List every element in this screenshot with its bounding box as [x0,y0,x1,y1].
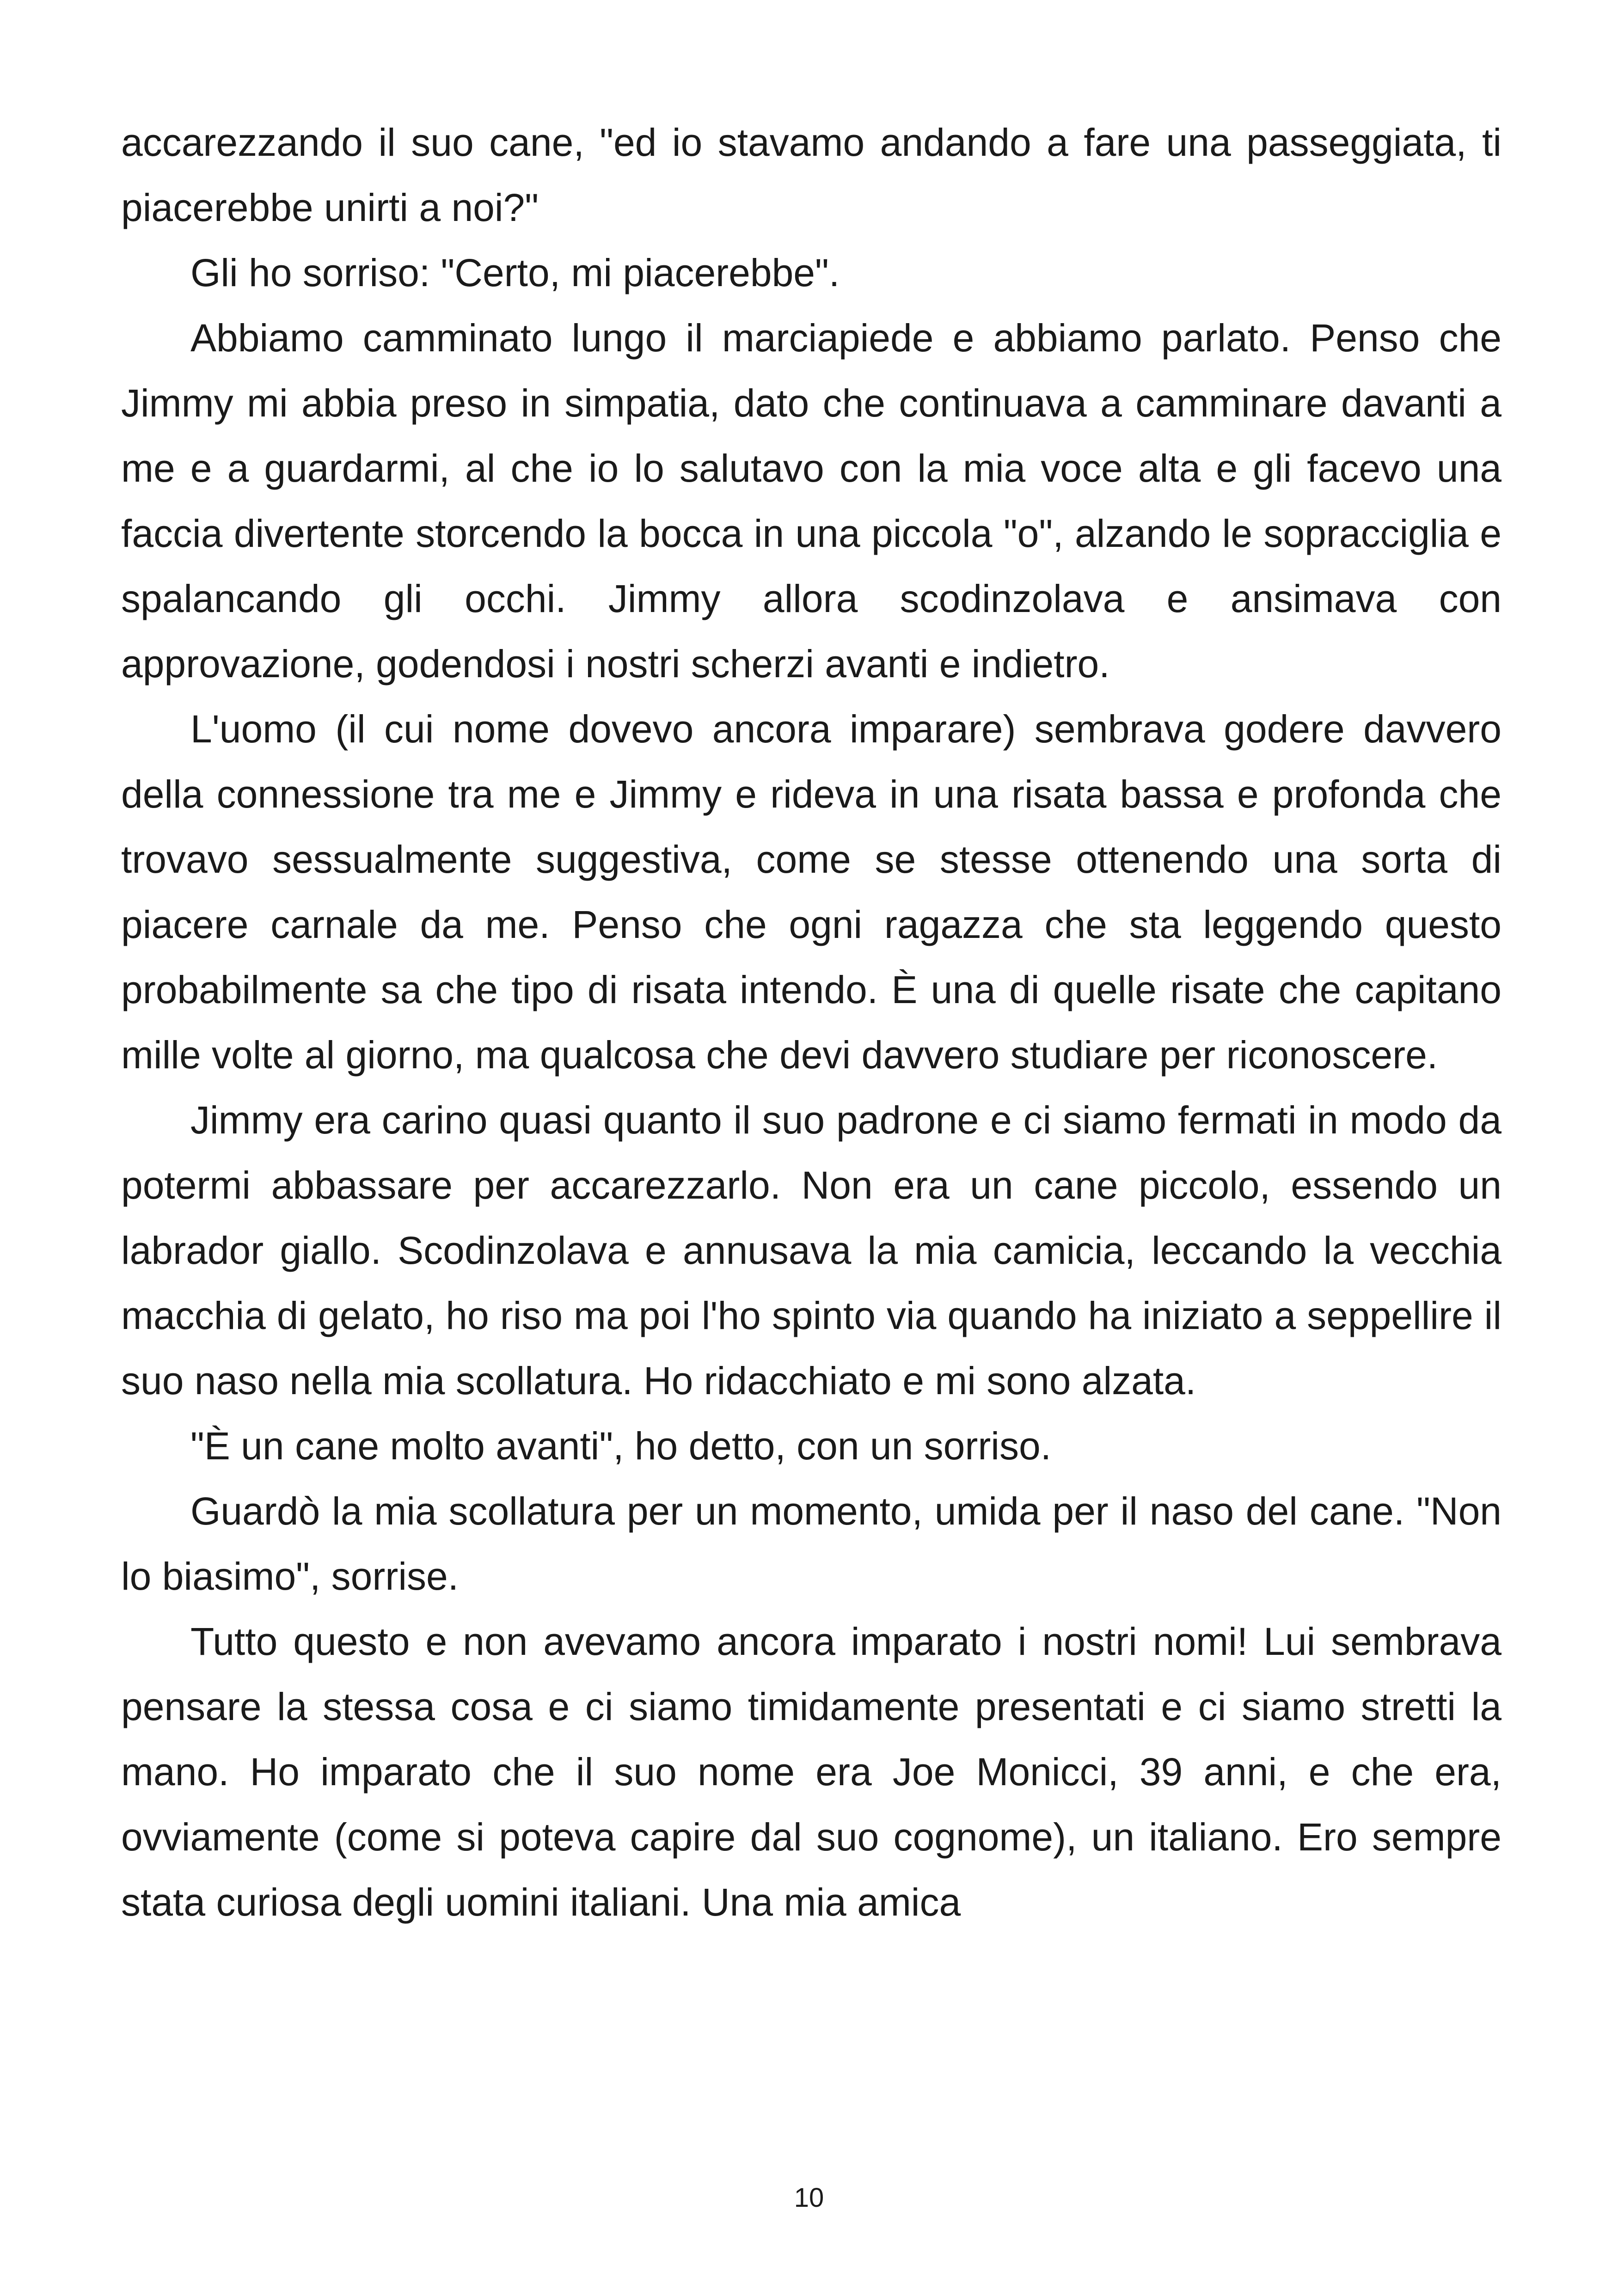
paragraph: Abbiamo camminato lungo il marciapiede e abbiamo parlato. Penso che Jimmy mi abbia preso in simpatia, dato che continuava a camminare davanti a me e a guardarmi, al che io lo salutavo con la mia voce alta e gli facevo una faccia divertente storcendo la bocca in una piccola "o", alzando le sopracciglia e spalancando gli occhi. Jimmy allora scodinzolava e ansimava con approvazione, godendosi i nostri scherzi avanti e indietro. [121,316,1502,686]
paragraph-continued: accarezzando il suo cane, "ed io stavamo andando a fare una passeggiata, ti piacerebbe unirti a noi?" [121,121,1502,229]
paragraph: "È un cane molto avanti", ho detto, con un sorriso. [190,1424,1052,1468]
paragraph: Tutto questo e non avevamo ancora imparato i nostri nomi! Lui sembrava pensare la stessa cosa e ci siamo timidamente presentati e ci siamo stretti la mano. Ho imparato che il suo nome era Joe Monicci, 39 anni, e che era, ovviamente (come si poteva capire dal suo cognome), un italiano. Ero sempre stata curiosa degli uomini italiani. Una mia amica [121,1620,1502,1924]
body-text [121,110,1502,1935]
paragraph: Jimmy era carino quasi quanto il suo padrone e ci siamo fermati in modo da potermi abbassare per accarezzarlo. Non era un cane piccolo, essendo un labrador giallo. Scodinzolava e annusava la mia camicia, leccando la vecchia macchia di gelato, ho riso ma poi l'ho spinto via quando ha iniziato a seppellire il suo naso nella mia scollatura. Ho ridacchiato e mi sono alzata. [121,1098,1502,1402]
page-number: 10 [794,2183,824,2213]
paragraph: L'uomo (il cui nome dovevo ancora imparare) sembrava godere davvero della connessione tra me e Jimmy e rideva in una risata bassa e profonda che trovavo sessualmente suggestiva, come se stesse ottenendo una sorta di piacere carnale da me. Penso che ogni ragazza che sta leggendo questo probabilmente sa che tipo di risata intendo. È una di quelle risate che capitano mille volte al giorno, ma qualcosa che devi davvero studiare per riconoscere. [121,707,1502,1077]
paragraph: Guardò la mia scollatura per un momento, umida per il naso del cane. "Non lo biasimo", sorrise. [121,1489,1502,1598]
paragraph: Gli ho sorriso: "Certo, mi piacerebbe". [190,251,840,294]
